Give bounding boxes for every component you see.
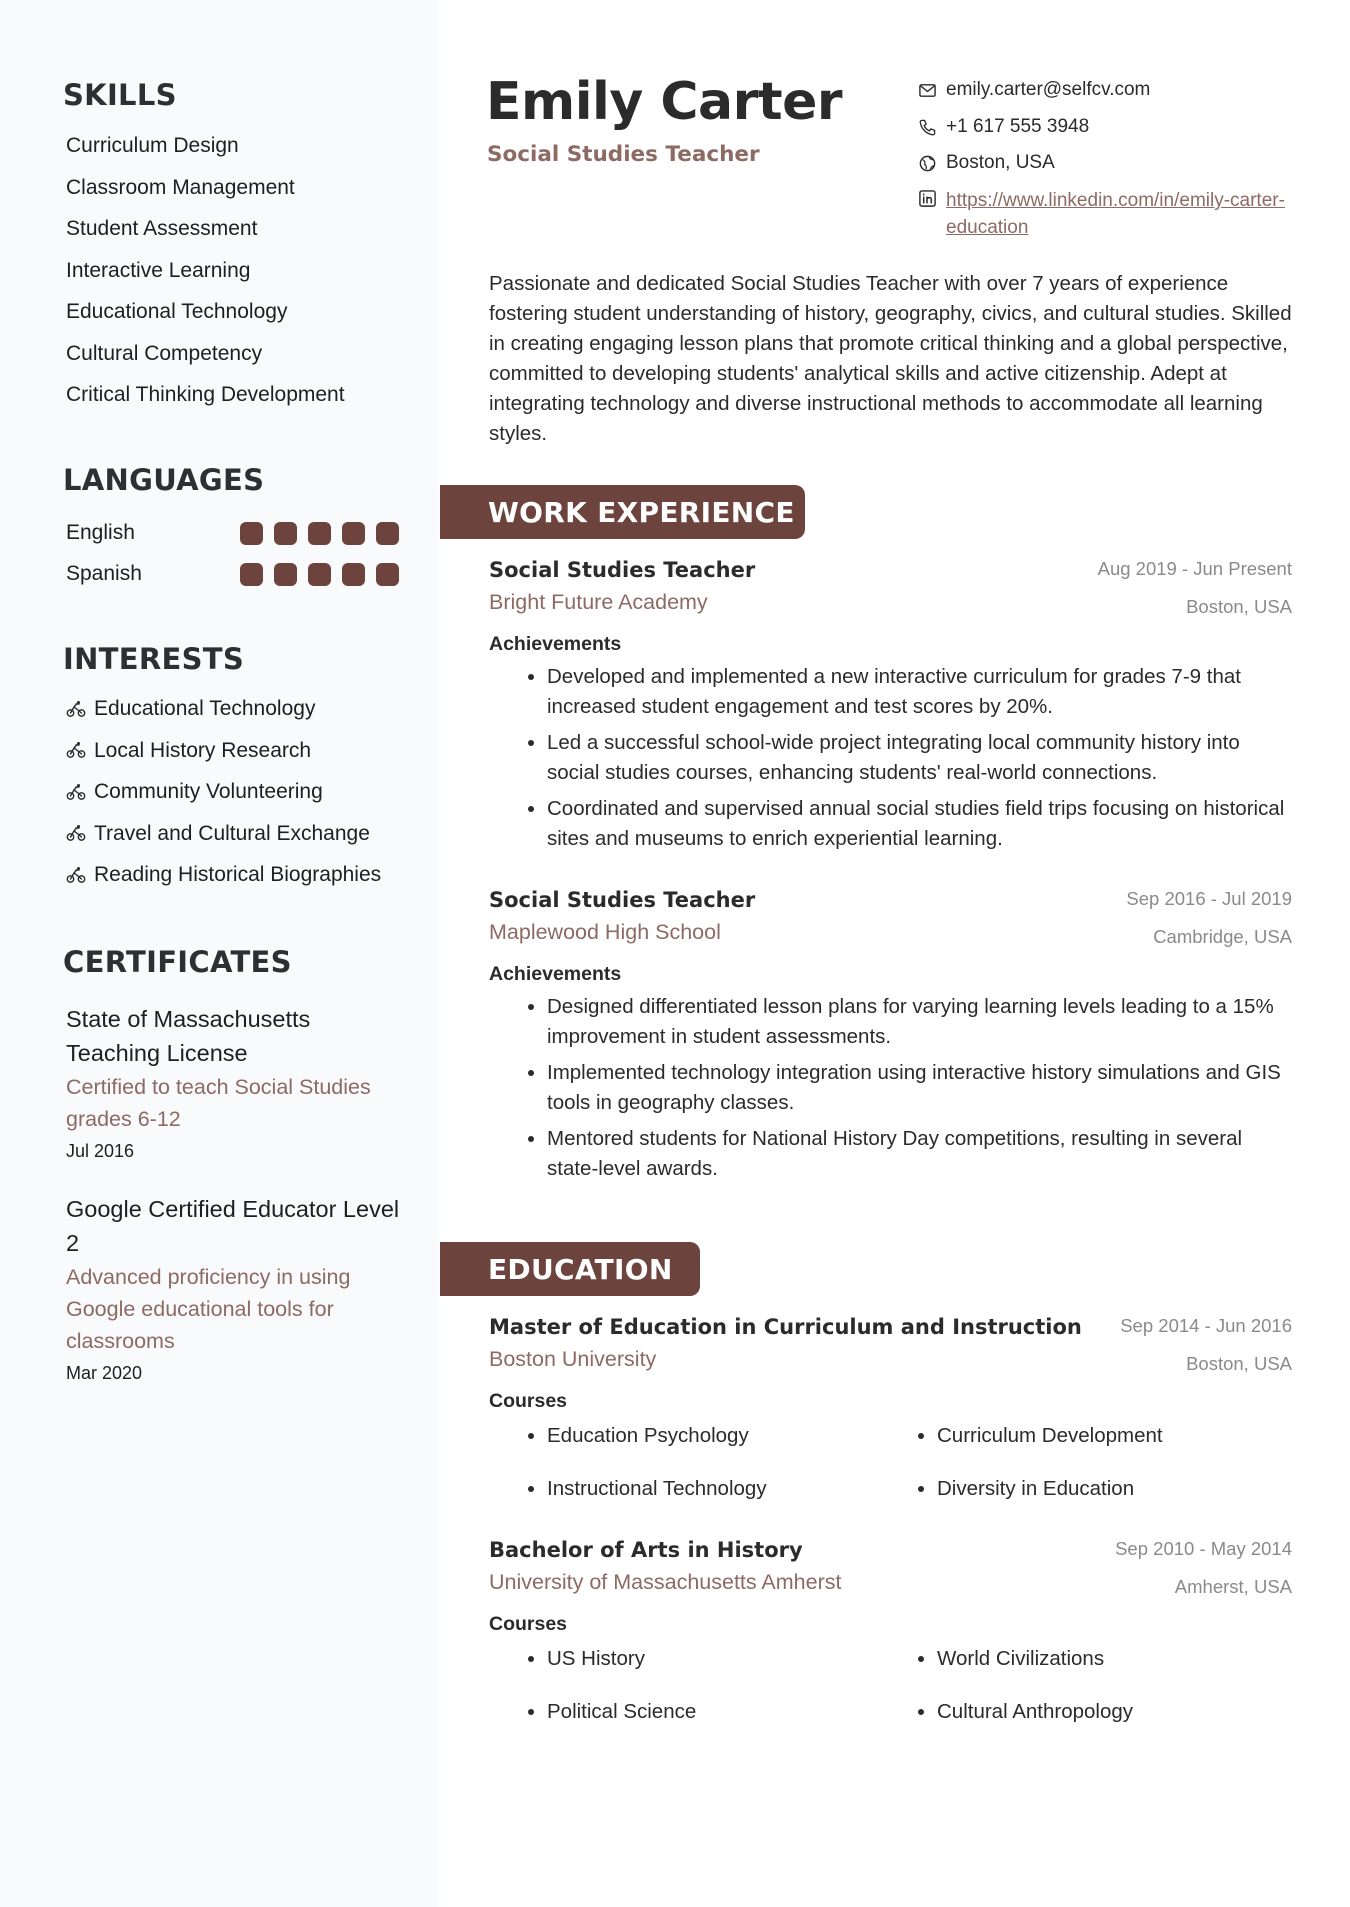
- skill-item: Classroom Management: [66, 175, 295, 199]
- achievement-item: • Coordinated and supervised annual social studies field trips focusing on historical sites and museums to enrich experiential learning.: [547, 794, 1292, 854]
- interests-list: [66, 688, 381, 896]
- skill-item: Interactive Learning: [66, 258, 251, 282]
- certificate-item: [66, 1192, 406, 1387]
- course-item: • World Civilizations: [937, 1644, 1327, 1674]
- bicycle-icon: [66, 782, 86, 802]
- job-employer: Bright Future Academy: [489, 590, 708, 614]
- contact-linkedin: [918, 187, 1286, 241]
- certificates-heading: CERTIFICATES: [63, 945, 292, 979]
- education-entry: [489, 1538, 1292, 1750]
- certificate-date: Jul 2016: [66, 1141, 135, 1161]
- skill-item: Curriculum Design: [66, 134, 239, 157]
- achievement-item: • Implemented technology integration using interactive history simulations and GIS tools in geography classes.: [547, 1058, 1292, 1118]
- course-item: • Political Science: [547, 1697, 937, 1727]
- certificate-description: Certified to teach Social Studies grades 6-12: [66, 1075, 371, 1131]
- skill-item: Cultural Competency: [66, 341, 263, 365]
- bicycle-icon: [66, 699, 86, 719]
- interest-item: [66, 813, 381, 855]
- achievements-label: Achievements: [489, 633, 622, 655]
- language-row-english: [66, 519, 406, 547]
- candidate-name: Emily Carter: [486, 72, 843, 132]
- bicycle-icon: [66, 865, 86, 885]
- degree-title: Master of Education in Curriculum and Instruction: [489, 1315, 1082, 1339]
- certificate-title: Google Certified Educator Level 2: [66, 1196, 400, 1256]
- course-item: • US History: [547, 1644, 937, 1674]
- education-heading: EDUCATION: [440, 1242, 700, 1296]
- work-experience-heading: WORK EXPERIENCE: [440, 485, 805, 539]
- education-entry: [489, 1315, 1292, 1527]
- course-list: [489, 1421, 1292, 1527]
- language-level-dot: [240, 563, 263, 586]
- courses-label: Courses: [489, 1390, 568, 1412]
- language-level-dots: [240, 563, 399, 586]
- language-level-dot: [376, 563, 399, 586]
- achievement-item: • Designed differentiated lesson plans for varying learning levels leading to a 15% improvement in student assessments.: [547, 992, 1292, 1052]
- language-level-dot: [274, 563, 297, 586]
- course-list: [489, 1644, 1292, 1750]
- skills-list: [66, 125, 345, 416]
- location-text: Boston, USA: [946, 152, 1055, 173]
- language-level-dots: [240, 522, 399, 545]
- job-location: Boston, USA: [1186, 596, 1292, 617]
- job-employer: Maplewood High School: [489, 920, 721, 944]
- certificate-item: [66, 1002, 406, 1165]
- course-item: • Curriculum Development: [937, 1421, 1327, 1451]
- work-entry: [489, 558, 1292, 860]
- language-level-dot: [274, 522, 297, 545]
- achievement-item: • Led a successful school-wide project integrating local community history into social studies courses, enhancing students' real-world connections.: [547, 728, 1292, 788]
- interest-item: [66, 688, 381, 730]
- work-entry: [489, 888, 1292, 1190]
- course-item: • Education Psychology: [547, 1421, 937, 1451]
- job-location: Cambridge, USA: [1153, 926, 1292, 947]
- degree-dates: Sep 2014 - Jun 2016: [1120, 1315, 1292, 1336]
- interest-label: Travel and Cultural Exchange: [94, 821, 370, 845]
- achievement-item: • Developed and implemented a new interactive curriculum for grades 7-9 that increased student engagement and test scores by 20%.: [547, 662, 1292, 722]
- language-level-dot: [376, 522, 399, 545]
- candidate-role: Social Studies Teacher: [487, 142, 760, 167]
- certificate-date: Mar 2020: [66, 1363, 143, 1383]
- contact-phone: [918, 116, 1298, 138]
- languages-heading: LANGUAGES: [63, 463, 265, 497]
- interest-label: Reading Historical Biographies: [94, 863, 382, 886]
- interest-item: [66, 771, 381, 813]
- phone-icon: [918, 118, 937, 137]
- achievement-item: • Mentored students for National History Day competitions, resulting in several state-level awards.: [547, 1124, 1292, 1184]
- contact-location: [918, 152, 1298, 174]
- courses-label: Courses: [489, 1613, 568, 1635]
- achievements-label: Achievements: [489, 963, 622, 985]
- language-level-dot: [342, 522, 365, 545]
- course-item: • Cultural Anthropology: [937, 1697, 1327, 1727]
- interest-label: Local History Research: [94, 738, 312, 762]
- linkedin-icon: [918, 189, 937, 208]
- sidebar: [0, 0, 438, 1907]
- job-title: Social Studies Teacher: [489, 558, 756, 582]
- job-title: Social Studies Teacher: [489, 888, 756, 912]
- language-row-spanish: [66, 560, 406, 588]
- degree-school: University of Massachusetts Amherst: [489, 1570, 842, 1594]
- achievement-list: [489, 662, 1292, 854]
- interest-label: Educational Technology: [94, 697, 316, 720]
- interests-heading: INTERESTS: [63, 642, 245, 676]
- interest-item: [66, 730, 381, 772]
- degree-school: Boston University: [489, 1347, 657, 1371]
- degree-location: Boston, USA: [1186, 1353, 1292, 1374]
- language-level-dot: [308, 563, 331, 586]
- job-dates: Sep 2016 - Jul 2019: [1126, 888, 1292, 909]
- achievement-list: [489, 992, 1292, 1184]
- degree-location: Amherst, USA: [1174, 1576, 1292, 1597]
- skill-item: Critical Thinking Development: [66, 383, 345, 406]
- language-level-dot: [240, 522, 263, 545]
- bicycle-icon: [66, 740, 86, 760]
- language-name: English: [66, 521, 135, 544]
- language-name: Spanish: [66, 562, 142, 585]
- degree-title: Bachelor of Arts in History: [489, 1538, 803, 1562]
- contact-email: [918, 79, 1298, 101]
- envelope-icon: [918, 81, 937, 100]
- course-item: • Instructional Technology: [547, 1474, 937, 1504]
- degree-dates: Sep 2010 - May 2014: [1115, 1538, 1292, 1559]
- job-dates: Aug 2019 - Jun Present: [1097, 558, 1292, 579]
- bicycle-icon: [66, 823, 86, 843]
- certificate-description: Advanced proficiency in using Google educational tools for classrooms: [66, 1265, 351, 1353]
- globe-icon: [918, 154, 937, 173]
- interest-label: Community Volunteering: [94, 780, 323, 803]
- skill-item: Student Assessment: [66, 217, 258, 240]
- course-item: • Diversity in Education: [937, 1474, 1327, 1504]
- skills-heading: SKILLS: [63, 78, 177, 112]
- interest-item: [66, 854, 381, 896]
- phone-text: +1 617 555 3948: [946, 116, 1090, 137]
- skill-item: Educational Technology: [66, 300, 288, 323]
- certificate-title: State of Massachusetts Teaching License: [66, 1006, 311, 1066]
- language-level-dot: [342, 563, 365, 586]
- profile-summary: Passionate and dedicated Social Studies Teacher with over 7 years of experience fostering student understanding of history, geography, civics, and cultural studies. Skilled in creating engaging lesson plans that promote critical thinking and a global perspective, committed to developing students' analytical skills and active citizenship. Adept at integrating technology and diverse instructional methods to accommodate all learning styles.: [489, 272, 1292, 445]
- language-level-dot: [308, 522, 331, 545]
- linkedin-link[interactable]: https://www.linkedin.com/in/emily-carter-education: [946, 190, 1285, 238]
- email-text: emily.carter@selfcv.com: [946, 79, 1151, 100]
